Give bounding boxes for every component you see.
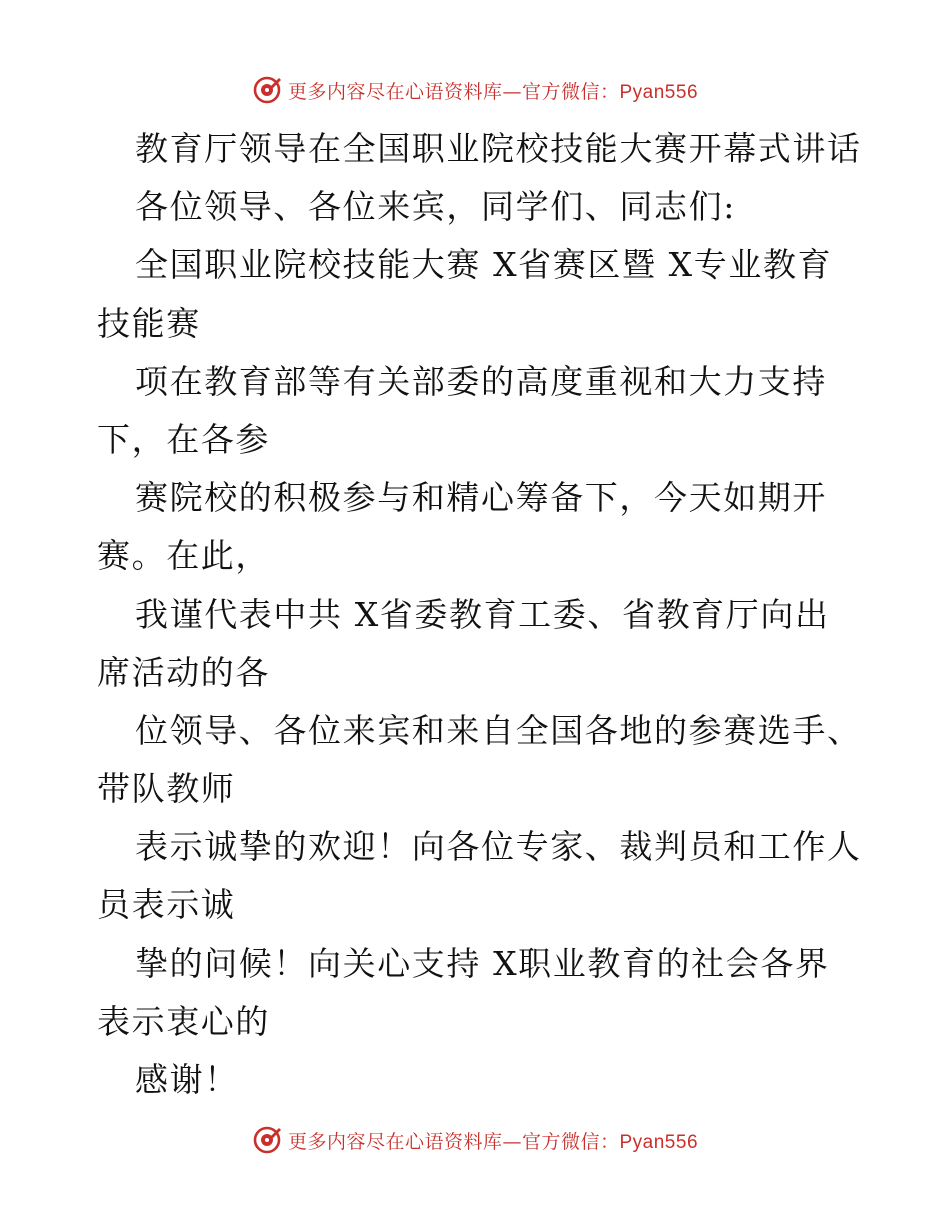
document-line: 教育厅领导在全国职业院校技能大赛开幕式讲话 <box>135 129 862 168</box>
pen-logo-icon <box>252 1125 282 1155</box>
document-line: 感谢！ <box>135 1060 239 1099</box>
pen-logo-icon <box>252 75 282 105</box>
document-line: 位领导、各位来宾和来自全国各地的参赛选手、 <box>135 710 862 750</box>
document-line: 项在教育部等有关部委的高度重视和大力支持 <box>135 361 827 401</box>
footer-banner <box>0 1122 950 1158</box>
document-line: 表示衷心的 <box>97 1001 270 1041</box>
document-line: 赛。在此， <box>97 536 270 576</box>
document-line: 员表示诚 <box>97 885 236 925</box>
document-line: 席活动的各 <box>97 652 270 692</box>
document-line: 下，在各参 <box>97 419 270 459</box>
document-line: 表示诚挚的欢迎！向各位专家、裁判员和工作人 <box>135 827 862 867</box>
document-line: 各位领导、各位来宾，同学们、同志们: <box>135 187 736 227</box>
footer-banner-text: 更多内容尽在心语资料库—官方微信：Pyan556 <box>287 1130 699 1153</box>
header-banner-text: 更多内容尽在心语资料库—官方微信：Pyan556 <box>287 80 699 103</box>
document-body <box>97 120 897 1109</box>
document-line: 带队教师 <box>97 769 236 809</box>
document-line: 全国职业院校技能大赛 X省赛区暨 X专业教育 <box>135 245 833 285</box>
document-line: 挚的问候！向关心支持 X职业教育的社会各界 <box>135 943 830 983</box>
header-banner <box>0 72 950 108</box>
document-line: 赛院校的积极参与和精心筹备下，今天如期开 <box>135 478 827 518</box>
document-line: 技能赛 <box>97 303 201 343</box>
document-line: 我谨代表中共 X省委教育工委、省教育厅向出 <box>135 594 830 634</box>
